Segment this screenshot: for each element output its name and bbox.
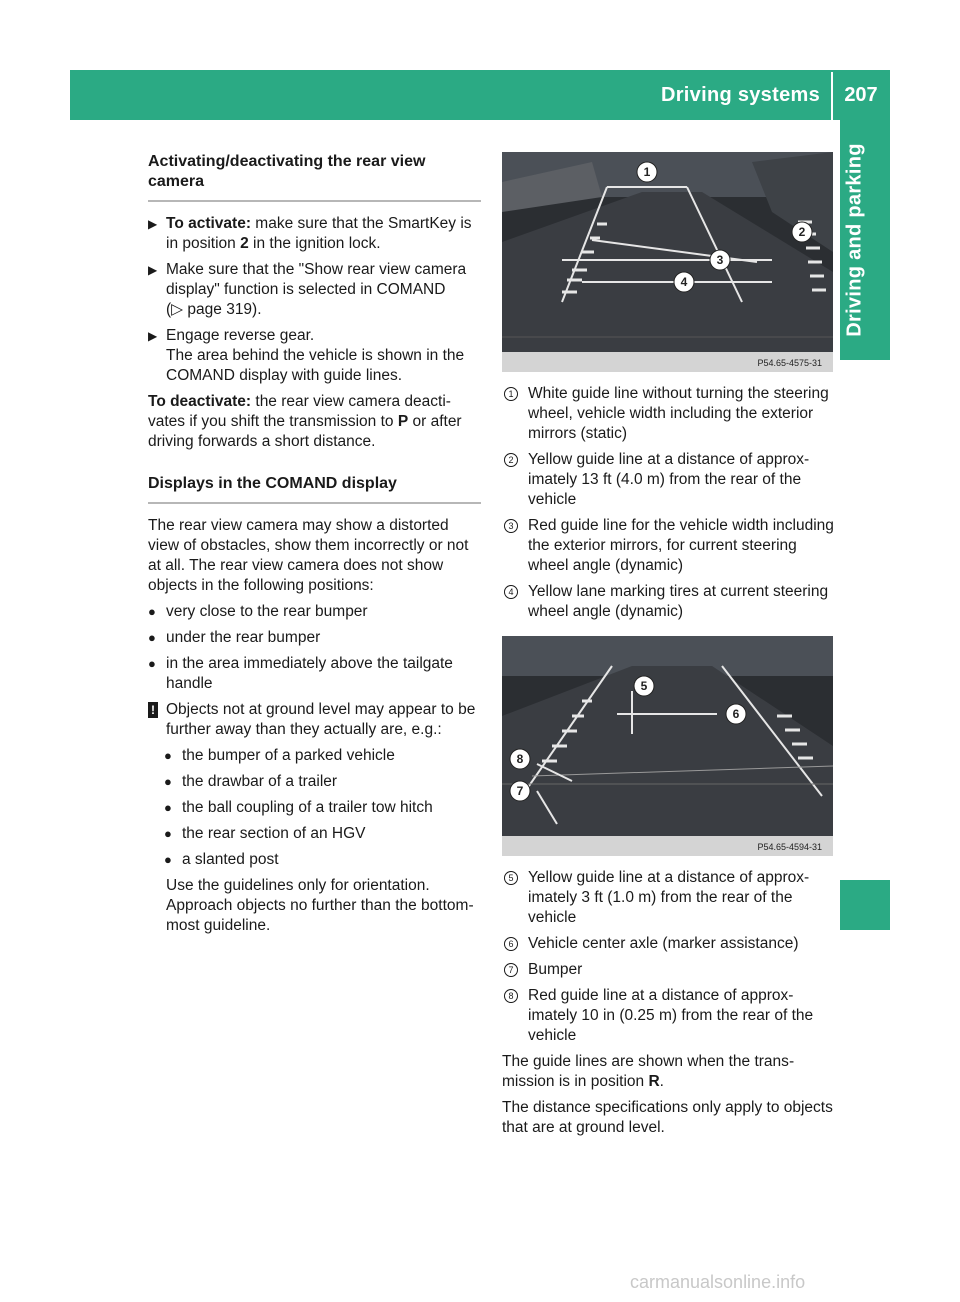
- image-code: P54.65-4594-31: [757, 842, 822, 852]
- legend-number: 7: [504, 963, 518, 977]
- instruction-step: [148, 214, 481, 254]
- deactivate-text: or after driving forwards a short distance.: [148, 413, 462, 450]
- header-divider: [831, 72, 833, 120]
- list-item: [148, 654, 481, 694]
- list-item-text: the ball coupling of a trailer tow hitch: [182, 799, 433, 816]
- step-label: To activate:: [166, 215, 251, 232]
- step-arrow-icon: ▶: [148, 263, 158, 277]
- left-column: [148, 152, 481, 942]
- closing-text: .: [659, 1073, 664, 1090]
- page-ref-arrow-icon: ▷: [171, 301, 184, 318]
- list-item: [148, 628, 481, 648]
- legend-text: Bumper: [528, 961, 583, 978]
- list-item: [148, 602, 481, 622]
- legend-number: 5: [504, 871, 518, 885]
- bullet-icon: ●: [148, 630, 156, 645]
- bullet-icon: ●: [148, 656, 156, 671]
- list-item: [164, 824, 481, 844]
- section-title-activation: Activating/deactivating the rear view camera: [148, 153, 426, 190]
- step-arrow-icon: ▶: [148, 217, 158, 231]
- right-column: [502, 152, 835, 1144]
- callout-marker: 7: [516, 784, 524, 798]
- gear-position: P: [397, 413, 409, 430]
- page-number: 207: [844, 84, 878, 106]
- closing-paragraph: The distance specifications only apply to objects that are at ground level.: [502, 1099, 833, 1136]
- legend-item: [502, 986, 835, 1046]
- callout-marker: 2: [798, 225, 806, 239]
- bullet-icon: ●: [164, 774, 172, 789]
- deactivate-label: To deactivate:: [148, 393, 252, 410]
- legend-text: Red guide line for the vehicle width including the exterior mirrors, for current steering wheel angle (dynamic): [528, 517, 834, 574]
- watermark: carmanualsonline.info: [630, 1272, 806, 1292]
- intro-paragraph: The rear view camera may show a distorted view of obstacles, show them incorrectly or not at all. The rear view camera does not show objects in the following positions:: [148, 517, 469, 594]
- legend-text: Yellow guide line at a distance of approximately 13 ft (4.0 m) from the rear of the vehicle: [528, 451, 810, 508]
- list-item-text: in the area immediately above the tailgate handle: [166, 655, 453, 692]
- instruction-step: ▶ Make sure that the "Show rear view camera display" function is selected in COMAND (▷ page 319).: [148, 261, 467, 318]
- callout-marker: 1: [643, 165, 651, 179]
- list-item-text: very close to the rear bumper: [166, 603, 368, 620]
- legend-text: White guide line without turning the steering wheel, vehicle width including the exterior mirrors (static): [528, 385, 829, 442]
- list-item: [164, 746, 481, 766]
- warning-note: [148, 700, 481, 740]
- side-label-text: Driving and parking: [843, 143, 866, 337]
- legend-number: 4: [504, 585, 518, 599]
- legend-number: 8: [504, 989, 518, 1003]
- step-text: make sure that the SmartKey is in position: [166, 215, 472, 252]
- callout-marker: 6: [732, 707, 740, 721]
- deactivate-text: the rear view camera deactivates if you shift the transmission to: [148, 393, 451, 430]
- bullet-icon: ●: [148, 604, 156, 619]
- legend-item: [502, 582, 835, 622]
- warning-icon: !: [148, 702, 158, 718]
- callout-marker: 8: [516, 752, 524, 766]
- step-text: Make sure that the "Show rear view camera display" function is selected in COMAND: [166, 261, 467, 298]
- image-code: P54.65-4575-31: [757, 358, 822, 368]
- list-item: [164, 772, 481, 792]
- list-item-text: the bumper of a parked vehicle: [182, 747, 395, 764]
- bullet-icon: ●: [164, 826, 172, 841]
- step-text: in the ignition lock.: [248, 235, 381, 252]
- header-title: Driving systems: [660, 84, 820, 106]
- list-item: [164, 850, 481, 870]
- legend-text: Yellow guide line at a distance of approximately 3 ft (1.0 m) from the rear of the vehicle: [528, 869, 810, 926]
- page-reference: page 319).: [187, 301, 262, 318]
- legend-item: [502, 868, 835, 928]
- section-title-displays: Displays in the COMAND display: [148, 475, 397, 492]
- legend-number: 1: [504, 387, 518, 401]
- legend-item: [502, 516, 835, 576]
- legend-item: [502, 450, 835, 510]
- rear-camera-image-1: [502, 152, 833, 372]
- step-bold: 2: [240, 235, 249, 252]
- callout-marker: 5: [640, 679, 648, 693]
- section-rule: [148, 200, 481, 202]
- side-marker: [840, 880, 890, 930]
- bullet-icon: ●: [164, 748, 172, 763]
- legend-item: [502, 384, 835, 444]
- callout-marker: 3: [716, 253, 724, 267]
- list-item-text: a slanted post: [182, 851, 279, 868]
- step-text: Engage reverse gear.: [166, 327, 315, 344]
- bullet-icon: ●: [164, 800, 172, 815]
- list-item-text: under the rear bumper: [166, 629, 321, 646]
- legend-number: 6: [504, 937, 518, 951]
- legend-item: [502, 960, 835, 980]
- closing-text: The guide lines are shown when the transmission is in position: [502, 1053, 795, 1090]
- step-result: The area behind the vehicle is shown in the COMAND display with guide lines.: [166, 347, 465, 384]
- list-item-text: the drawbar of a trailer: [182, 773, 338, 790]
- warning-text: Objects not at ground level may appear to be further away than they actually are, e.g.:: [166, 701, 476, 738]
- legend-text: Red guide line at a distance of approximately 10 in (0.25 m) from the rear of the vehicle: [528, 987, 814, 1044]
- section-rule: [148, 502, 481, 504]
- bullet-icon: ●: [164, 852, 172, 867]
- legend-item: [502, 934, 835, 954]
- legend-number: 3: [504, 519, 518, 533]
- closing-paragraph: [502, 1052, 835, 1092]
- legend-text: Yellow lane marking tires at current steering wheel angle (dynamic): [528, 583, 829, 620]
- closing-note: Use the guidelines only for orientation. Approach objects no further than the bottom-most guideline.: [166, 877, 474, 934]
- deactivate-paragraph: [148, 392, 481, 452]
- list-item-text: the rear section of an HGV: [182, 825, 366, 842]
- list-item: [164, 798, 481, 818]
- rear-camera-image-2: [502, 636, 833, 856]
- instruction-step: [148, 326, 481, 386]
- legend-number: 2: [504, 453, 518, 467]
- callout-marker: 4: [680, 275, 688, 289]
- step-arrow-icon: ▶: [148, 329, 158, 343]
- legend-text: Vehicle center axle (marker assistance): [528, 935, 799, 952]
- gear-position: R: [648, 1073, 660, 1090]
